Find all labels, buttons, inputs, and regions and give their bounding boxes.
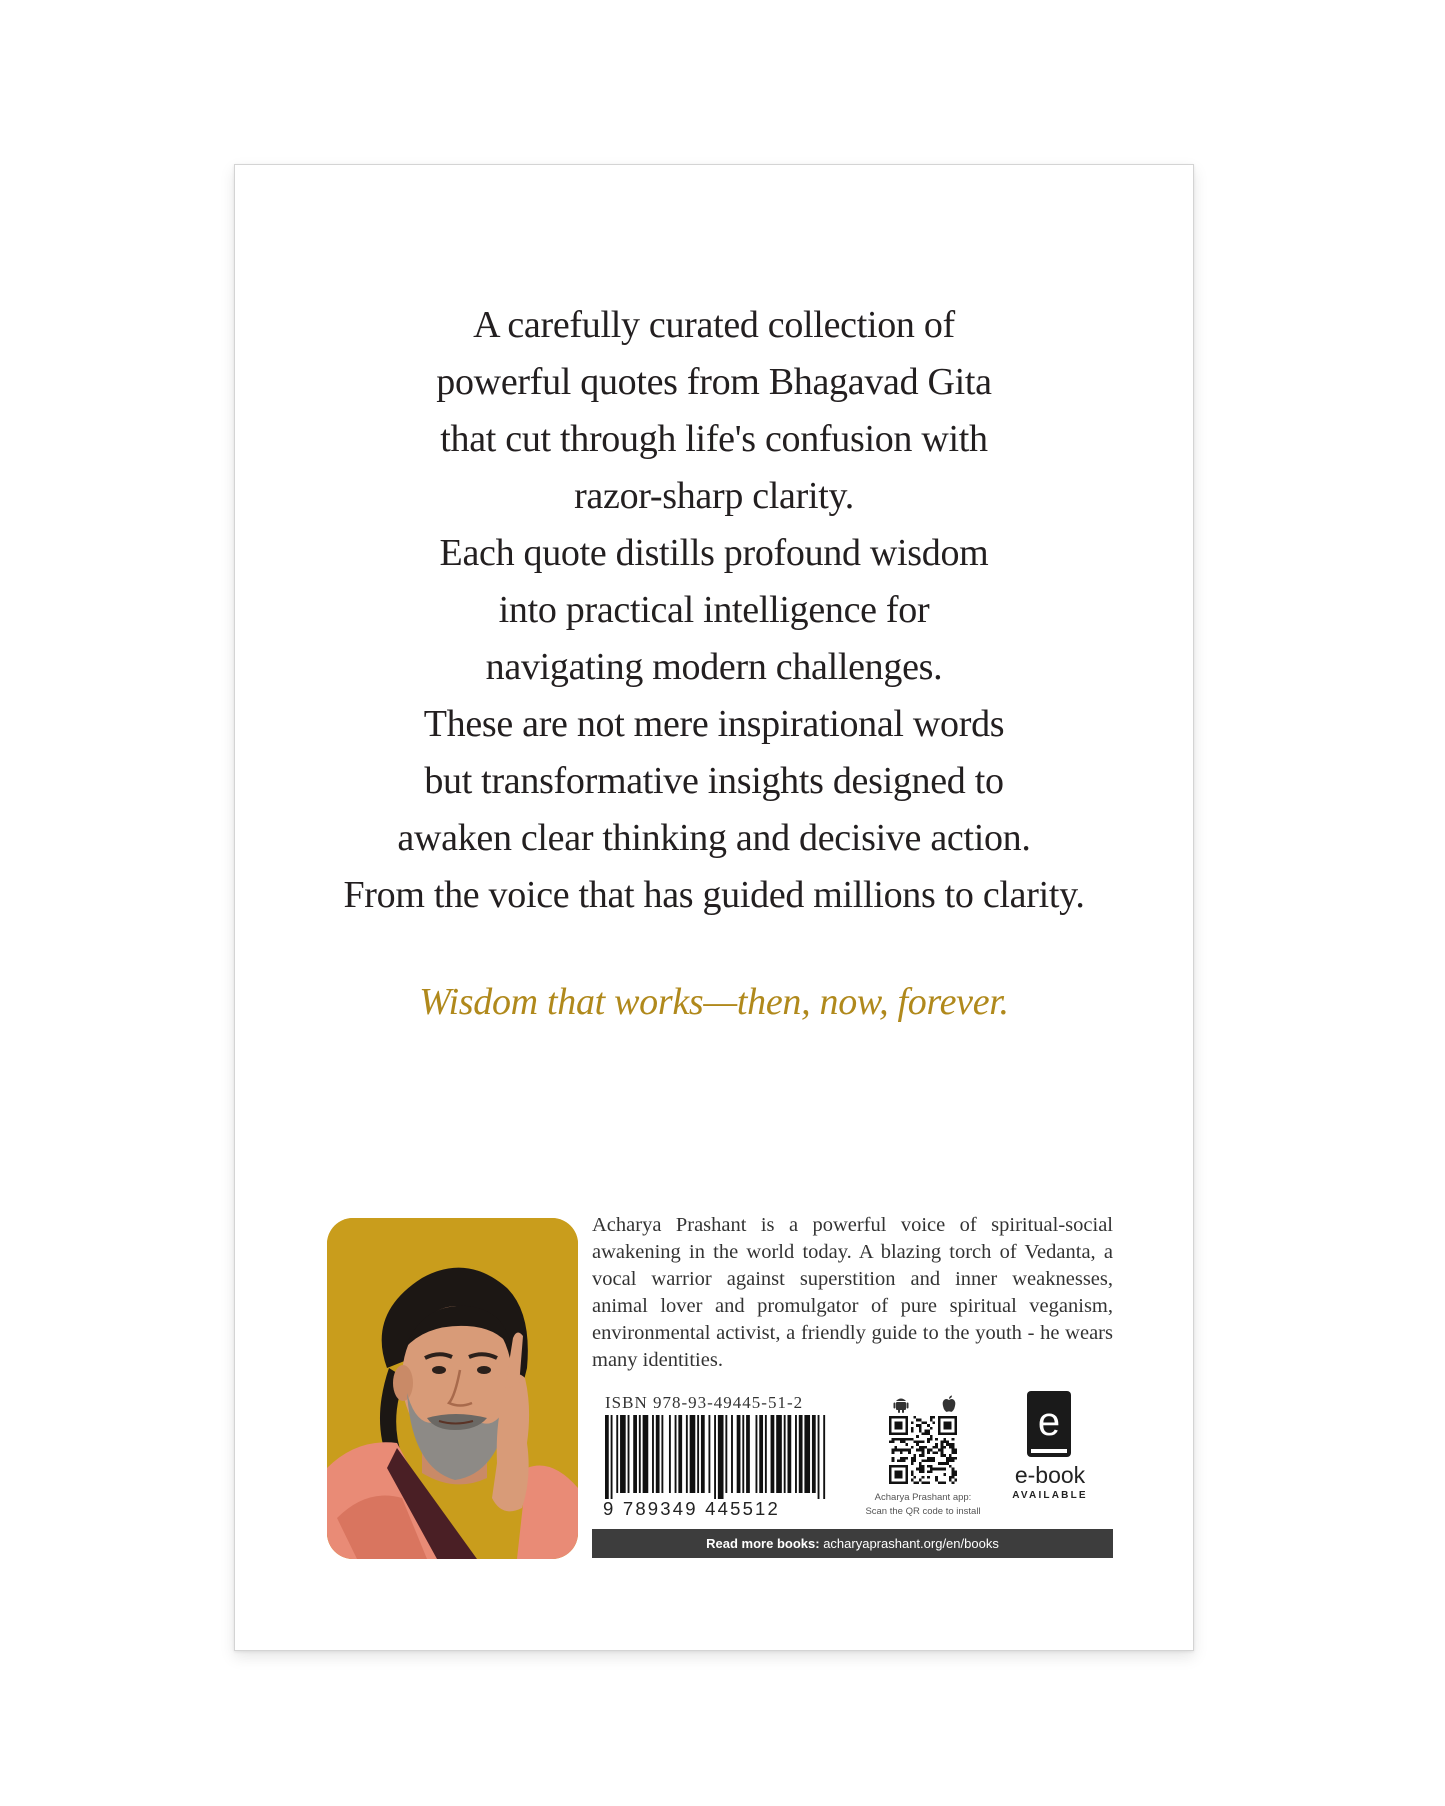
qr-cell [892,1440,895,1443]
qr-cell [930,1460,933,1463]
qr-cell [927,1460,930,1463]
ebook-available-label: AVAILABLE [1012,1490,1088,1501]
qr-cell [922,1476,925,1479]
qr-cell [941,1481,944,1484]
blurb-line: These are not mere inspirational words [423,703,1005,745]
qr-cell [949,1479,952,1482]
isbn-label: ISBN 978-93-49445-51-2 [605,1393,804,1412]
qr-cell [949,1457,952,1460]
barcode-bar [661,1415,663,1493]
barcode-bar [652,1415,654,1493]
qr-cell [943,1446,946,1449]
qr-cell [952,1449,955,1452]
blurb-line: From the voice that has guided millions to clarity. [343,874,1085,916]
qr-cell [919,1462,922,1465]
qr-cell [941,1454,944,1457]
qr-cell [911,1457,914,1460]
barcode-bar [611,1415,613,1499]
qr-cell [922,1451,925,1454]
qr-cell [952,1481,955,1484]
qr-cell [954,1449,957,1452]
qr-cell [941,1449,944,1452]
barcode-bar [765,1415,767,1493]
qr-cell [952,1443,955,1446]
qr-cell [916,1449,919,1452]
qr-cell [924,1430,927,1433]
qr-cell [930,1457,933,1460]
qr-cell [935,1443,938,1446]
qr-cell [927,1430,930,1433]
qr-cell [919,1419,922,1422]
qr-cell [938,1481,941,1484]
qr-cell [903,1440,906,1443]
blurb-text [235,297,1193,924]
qr-cell [933,1457,936,1460]
qr-cell [916,1440,919,1443]
barcode-bar [787,1415,791,1493]
qr-cell [927,1457,930,1460]
qr-cell [927,1451,930,1454]
qr-cell [930,1449,933,1452]
qr-cell [911,1470,914,1473]
barcode-bar [616,1415,618,1493]
blurb-line: awaken clear thinking and decisive action. [397,817,1031,859]
qr-cell [927,1432,930,1435]
qr-cell [903,1449,906,1452]
qr-cell [954,1473,957,1476]
qr-cell [922,1468,925,1471]
qr-cell [919,1470,922,1473]
barcode-bar [818,1415,820,1499]
app-caption-line2: Scan the QR code to install [865,1506,981,1517]
qr-cell [946,1443,949,1446]
book-back-cover [234,164,1194,1651]
barcode-bar [737,1415,741,1493]
qr-cell [930,1419,933,1422]
qr-cell [913,1457,916,1460]
qr-cell [930,1427,933,1430]
qr-cell [943,1440,946,1443]
qr-cell [927,1476,930,1479]
qr-cell [922,1465,925,1468]
qr-cell [897,1449,900,1452]
qr-cell [927,1465,930,1468]
qr-cell [935,1468,938,1471]
barcode-bar [718,1415,724,1499]
barcode-bar [746,1415,750,1493]
qr-cell [946,1462,949,1465]
qr-cell [916,1468,919,1471]
qr-cell [927,1424,930,1427]
barcode-bar [620,1415,626,1493]
qr-cell [949,1446,952,1449]
barcode-bar [714,1415,716,1499]
ebook-label: e-book [1014,1462,1086,1488]
qr-cell [911,1460,914,1463]
qr-cell [930,1435,933,1438]
barcode-bar [605,1415,609,1499]
ebook-icon-letter: e [1037,1400,1061,1444]
barcode-bar [759,1415,763,1493]
author-bio: Acharya Prashant is a powerful voice of spiritual-social awakening in the world today. A blazing torch of Vedanta, a vocal warrior against superstition and inner weaknesses, animal lover and promulgator of pure spiritual veganism, environmental activist, a friendly guide to the youth - he wears many identities. [592,1214,1113,1371]
qr-cell [897,1438,900,1441]
qr-cell [905,1438,908,1441]
qr-cell [916,1424,919,1427]
qr-finder [894,1421,902,1429]
barcode-bar [708,1415,710,1493]
qr-cell [908,1449,911,1452]
qr-cell [922,1470,925,1473]
qr-cell [922,1460,925,1463]
qr-cell [941,1443,944,1446]
qr-cell [892,1460,895,1463]
blurb-line: into practical intelligence for [498,589,930,631]
barcode-bar [697,1415,699,1493]
qr-cell [924,1481,927,1484]
blurb-line: razor-sharp clarity. [574,475,854,517]
barcode-bar [776,1415,782,1493]
qr-finder [894,1470,902,1478]
qr-cell [930,1468,933,1471]
qr-cell [930,1465,933,1468]
qr-cell [938,1468,941,1471]
qr-cell [933,1446,936,1449]
qr-cell [943,1462,946,1465]
qr-cell [900,1440,903,1443]
blurb-line: navigating modern challenges. [485,646,943,688]
qr-cell [949,1460,952,1463]
qr-cell [903,1457,906,1460]
qr-finder [943,1421,951,1429]
qr-cell [922,1421,925,1424]
qr-cell [924,1432,927,1435]
qr-cell [935,1438,938,1441]
qr-cell [935,1479,938,1482]
qr-cell [916,1443,919,1446]
barcode-bar [731,1415,733,1493]
qr-cell [943,1473,946,1476]
qr-cell [919,1449,922,1452]
qr-cell [954,1479,957,1482]
qr-cell [911,1438,914,1441]
barcode-bar [725,1415,727,1493]
qr-cell [913,1440,916,1443]
qr-cell [922,1432,925,1435]
read-more-label: Read more books: [706,1536,820,1551]
barcode-bar [669,1415,671,1493]
qr-cell [941,1462,944,1465]
qr-cell [933,1468,936,1471]
qr-cell [913,1460,916,1463]
app-qr-code [889,1416,957,1484]
qr-cell [941,1468,944,1471]
qr-cell [919,1454,922,1457]
qr-cell [919,1465,922,1468]
qr-cell [943,1481,946,1484]
qr-cell [911,1473,914,1476]
qr-cell [933,1451,936,1454]
qr-cell [919,1424,922,1427]
barcode-bar [633,1415,637,1493]
qr-cell [930,1438,933,1441]
qr-cell [911,1479,914,1482]
qr-cell [894,1438,897,1441]
qr-cell [954,1451,957,1454]
blurb-line: Each quote distills profound wisdom [439,532,989,574]
qr-cell [892,1457,895,1460]
app-platform-icons [889,1395,961,1413]
qr-cell [919,1440,922,1443]
qr-cell [919,1446,922,1449]
qr-cell [900,1449,903,1452]
author-portrait-illustration [327,1218,578,1559]
barcode-bar [784,1415,786,1493]
barcode-bar [686,1415,688,1493]
qr-cell [908,1438,911,1441]
qr-cell [900,1438,903,1441]
qr-cell [913,1481,916,1484]
author-photo [327,1218,578,1559]
qr-cell [892,1438,895,1441]
qr-cell [941,1446,944,1449]
qr-cell [916,1435,919,1438]
barcode-bar [795,1415,797,1493]
barcode-bar [799,1415,803,1493]
qr-cell [913,1476,916,1479]
qr-cell [927,1438,930,1441]
qr-cell [927,1440,930,1443]
qr-cell [949,1443,952,1446]
qr-cell [938,1449,941,1452]
qr-cell [900,1460,903,1463]
blurb-line: but transformative insights designed to [424,760,1004,802]
qr-cell [903,1438,906,1441]
barcode-bar [742,1415,744,1493]
qr-cell [908,1451,911,1454]
qr-cell [941,1451,944,1454]
qr-cell [924,1446,927,1449]
qr-cell [894,1449,897,1452]
barcode-digits: 9 789349 445512 [603,1498,781,1519]
qr-cell [916,1481,919,1484]
qr-cell [905,1457,908,1460]
qr-cell [922,1481,925,1484]
barcode-bar [690,1415,696,1493]
qr-cell [911,1430,914,1433]
app-caption [865,1491,981,1519]
qr-cell [924,1421,927,1424]
qr-cell [913,1416,916,1419]
qr-cell [949,1465,952,1468]
qr-cell [905,1449,908,1452]
qr-cell [952,1476,955,1479]
qr-cell [949,1454,952,1457]
qr-cell [952,1457,955,1460]
qr-cell [938,1462,941,1465]
barcode-bar [628,1415,630,1493]
qr-cell [919,1427,922,1430]
qr-cell [935,1446,938,1449]
qr-cell [894,1446,897,1449]
qr-cell [922,1446,925,1449]
qr-cell [919,1468,922,1471]
qr-cell [922,1440,925,1443]
qr-cell [919,1430,922,1433]
qr-cell [930,1416,933,1419]
qr-cell [913,1454,916,1457]
qr-cell [911,1446,914,1449]
qr-cell [897,1460,900,1463]
tagline: Wisdom that works—then, now, forever. [419,981,1009,1023]
qr-cell [927,1470,930,1473]
qr-cell [911,1462,914,1465]
qr-cell [952,1468,955,1471]
app-caption-line1: Acharya Prashant app: [874,1492,972,1503]
qr-cell [946,1440,949,1443]
barcode-bar [812,1415,816,1493]
qr-cell [933,1416,936,1419]
qr-cell [933,1460,936,1463]
android-icon [894,1399,909,1414]
qr-cell [922,1449,925,1452]
qr-cell [919,1479,922,1482]
qr-cell [905,1443,908,1446]
qr-cell [924,1460,927,1463]
qr-cell [954,1457,957,1460]
qr-cell [903,1460,906,1463]
qr-cell [954,1470,957,1473]
qr-cell [946,1460,949,1463]
qr-cell [941,1440,944,1443]
apple-icon [943,1396,956,1413]
blurb-line: powerful quotes from Bhagavad Gita [436,361,992,403]
qr-cell [892,1451,895,1454]
ebook-icon [1025,1389,1075,1461]
qr-cell [952,1438,955,1441]
qr-cell [952,1473,955,1476]
blurb-line: A carefully curated collection of [473,304,955,346]
qr-cell [911,1421,914,1424]
qr-cell [892,1449,895,1452]
blurb-line: that cut through life's confusion with [440,418,988,460]
qr-cell [900,1451,903,1454]
barcode-bar [701,1415,705,1493]
qr-cell [935,1451,938,1454]
qr-cell [952,1451,955,1454]
barcode-bar [643,1415,649,1493]
qr-cell [927,1449,930,1452]
qr-cell [943,1438,946,1441]
qr-cell [930,1470,933,1473]
read-more-bar [592,1529,1113,1558]
barcode-bar [823,1415,825,1499]
barcode-bar [639,1415,641,1493]
qr-cell [943,1454,946,1457]
qr-cell [946,1457,949,1460]
qr-cell [889,1440,892,1443]
qr-cell [922,1454,925,1457]
barcode-bar [656,1415,660,1493]
qr-cell [952,1460,955,1463]
qr-cell [935,1476,938,1479]
barcode-bar [771,1415,775,1493]
barcode-bar [804,1415,810,1493]
qr-cell [900,1457,903,1460]
qr-cell [952,1446,955,1449]
isbn-barcode [605,1415,827,1499]
qr-cell [916,1419,919,1422]
qr-cell [949,1476,952,1479]
qr-cell [911,1427,914,1430]
barcode-bar [675,1415,677,1493]
qr-cell [952,1470,955,1473]
qr-cell [943,1468,946,1471]
read-more-url[interactable]: acharyaprashant.org/en/books [823,1536,999,1551]
qr-cell [933,1421,936,1424]
barcode-bar [756,1415,758,1493]
barcode-bar [678,1415,682,1493]
qr-cell [927,1481,930,1484]
